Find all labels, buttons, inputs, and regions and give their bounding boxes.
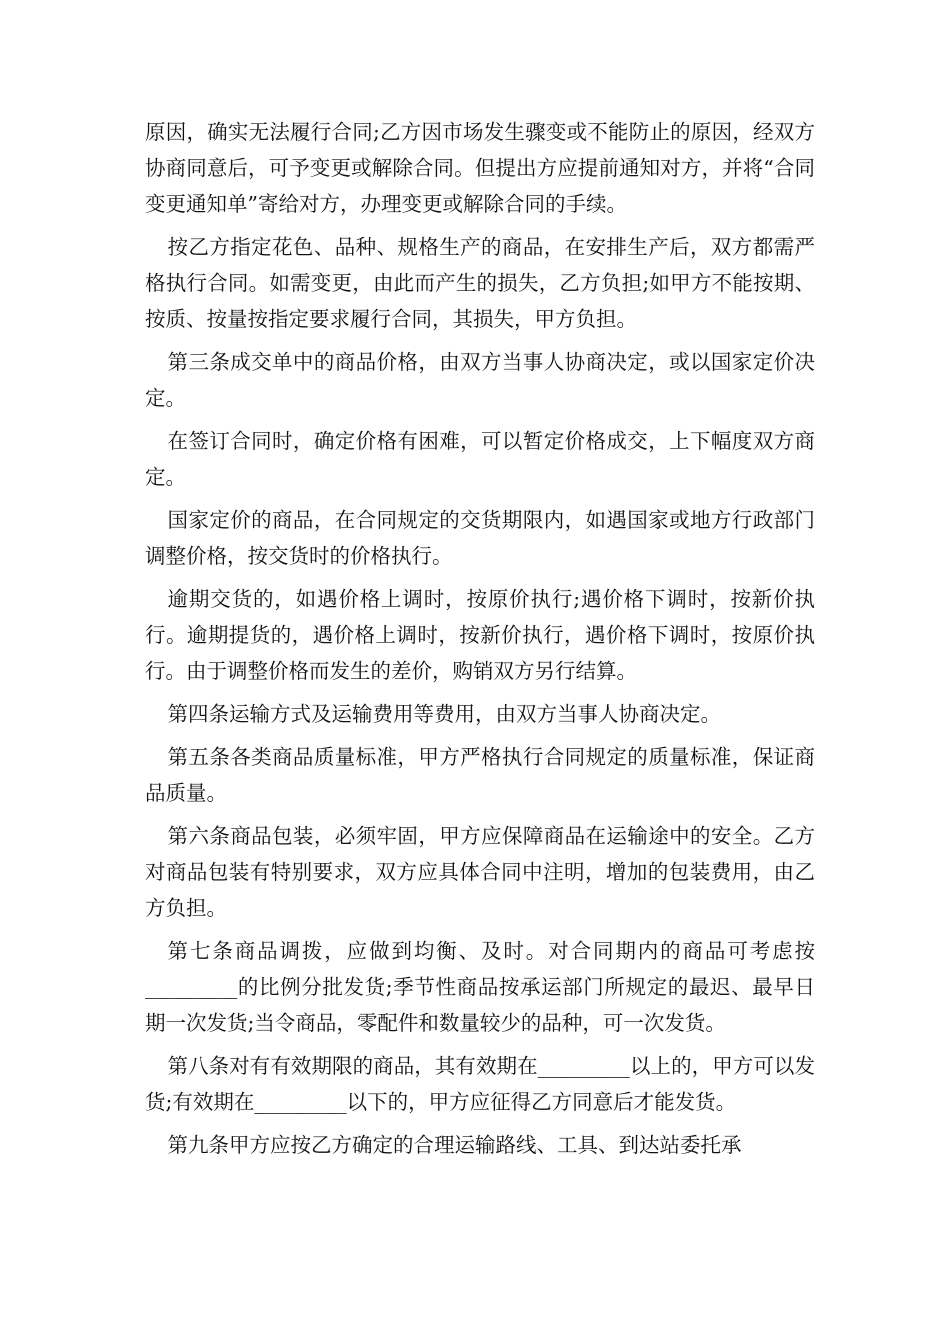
paragraph-article-8: 第八条对有有效期限的商品，其有效期在_________以上的，甲方可以发货;有效期在_________以下的，甲方应征得乙方同意后才能发货。 bbox=[145, 1054, 815, 1114]
document-body bbox=[145, 114, 815, 1170]
paragraph-article-4: 第四条运输方式及运输费用等费用，由双方当事人协商决定。 bbox=[167, 702, 722, 726]
paragraph-provisional-price: 在签订合同时，确定价格有困难，可以暂定价格成交，上下幅度双方商定。 bbox=[145, 429, 815, 489]
paragraph-article-9: 第九条甲方应按乙方确定的合理运输路线、工具、到达站委托承 bbox=[167, 1133, 742, 1157]
paragraph-custom-production: 按乙方指定花色、品种、规格生产的商品，在安排生产后，双方都需严格执行合同。如需变更，由此而产生的损失，乙方负担;如甲方不能按期、按质、按量按指定要求履行合同，其损失，甲方负担。 bbox=[145, 235, 815, 331]
paragraph-continuation: 原因，确实无法履行合同;乙方因市场发生骤变或不能防止的原因，经双方协商同意后，可予变更或解除合同。但提出方应提前通知对方，并将“合同变更通知单”寄给对方，办理变更或解除合同的手续。 bbox=[145, 120, 815, 216]
paragraph-late-delivery: 逾期交货的，如遇价格上调时，按原价执行;遇价格下调时，按新价执行。逾期提货的，遇价格上调时，按新价执行，遇价格下调时，按原价执行。由于调整价格而发生的差价，购销双方另行结算。 bbox=[145, 587, 815, 683]
paragraph-article-6: 第六条商品包装，必须牢固，甲方应保障商品在运输途中的安全。乙方对商品包装有特别要求，双方应具体合同中注明，增加的包装费用，由乙方负担。 bbox=[145, 824, 815, 920]
paragraph-article-3: 第三条成交单中的商品价格，由双方当事人协商决定，或以国家定价决定。 bbox=[145, 350, 815, 410]
paragraph-article-7: 第七条商品调拨，应做到均衡、及时。对合同期内的商品可考虑按_________的比例分批发货;季节性商品按承运部门所规定的最迟、最早日期一次发货;当令商品，零配件和数量较少的品种，可一次发货。 bbox=[145, 939, 815, 1035]
paragraph-article-5: 第五条各类商品质量标准，甲方严格执行合同规定的质量标准，保证商品质量。 bbox=[145, 745, 815, 805]
paragraph-state-price: 国家定价的商品，在合同规定的交货期限内，如遇国家或地方行政部门调整价格，按交货时的价格执行。 bbox=[145, 508, 815, 568]
